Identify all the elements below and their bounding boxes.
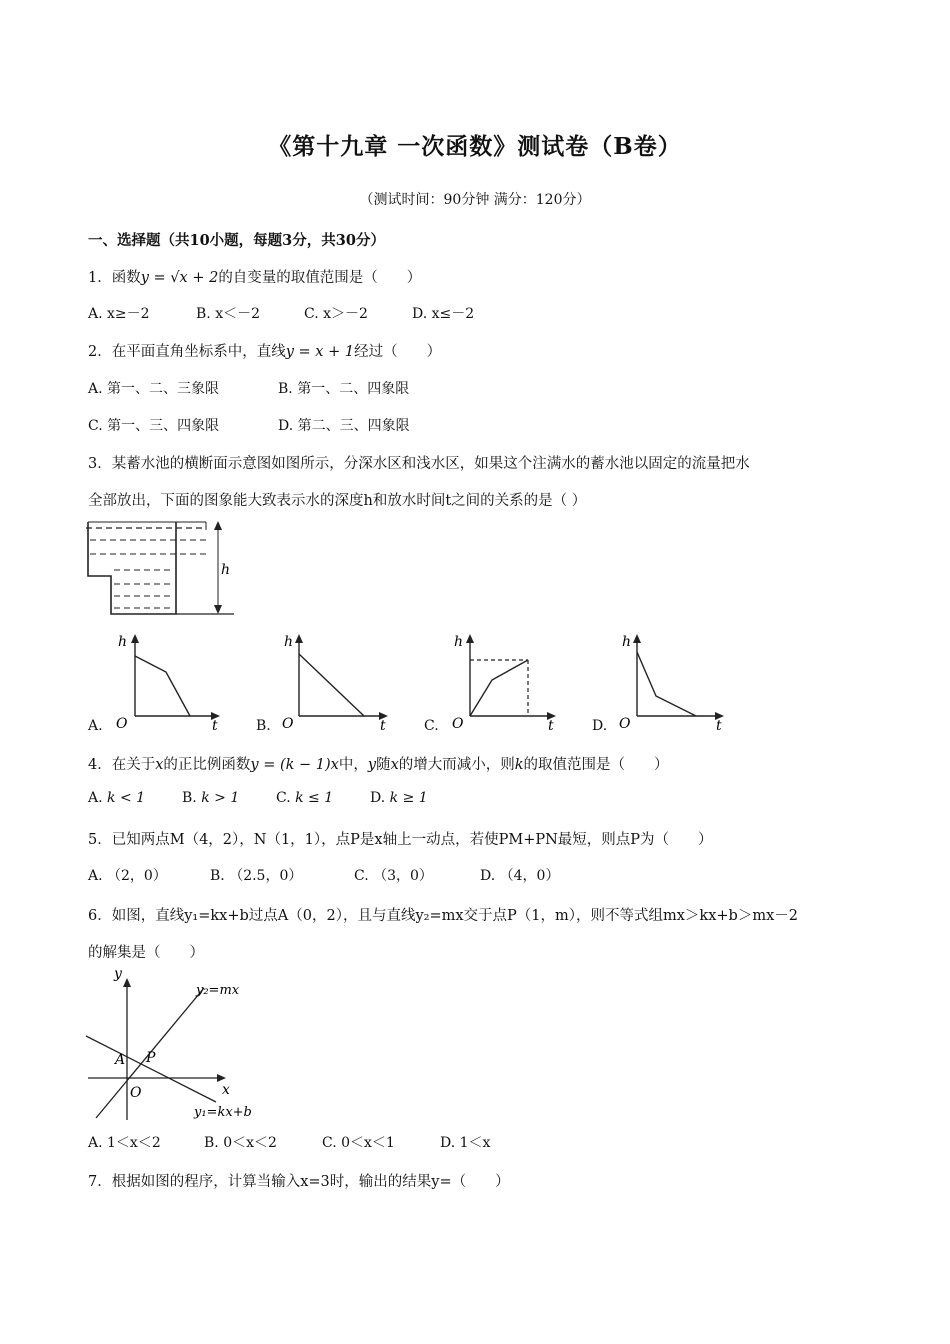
question-4-option-a-expr: k < 1 xyxy=(107,790,146,806)
question-6-line-1: 6．如图，直线y₁=kx+b过点A（0，2），且与直线y₂=mx交于点P（1，m），则不等式组mx＞kx+b＞mx－2 xyxy=(88,908,798,924)
line-y2-label: y₂=mx xyxy=(196,983,240,998)
question-4-option-c-expr: k ≤ 1 xyxy=(295,790,334,806)
question-4-option-b[interactable] xyxy=(182,790,239,806)
question-1 xyxy=(88,266,421,287)
question-4-text-3: 中， xyxy=(338,757,368,773)
question-4-option-c-letter: C. xyxy=(276,790,291,806)
question-6-option-a[interactable]: A. 1＜x＜2 xyxy=(88,1135,161,1151)
question-4-var-k: k xyxy=(514,757,524,773)
graph-b-origin-label: O xyxy=(282,716,294,732)
question-4-text-4: 随 xyxy=(376,757,391,773)
linear-functions-figure xyxy=(84,966,260,1124)
point-p-label: P xyxy=(146,1050,156,1066)
question-3-line-2: 全部放出，下面的图象能大致表示水的深度h和放水时间t之间的关系的是（ ） xyxy=(88,493,587,509)
question-2-option-b[interactable]: B. 第一、二、四象限 xyxy=(278,381,410,397)
question-6-option-d[interactable]: D. 1＜x xyxy=(440,1135,491,1151)
depth-label: h xyxy=(221,562,231,578)
graph-d[interactable] xyxy=(612,630,732,734)
question-2-option-d[interactable]: D. 第二、三、四象限 xyxy=(278,418,410,434)
question-7: 7．根据如图的程序，计算当输入x=3时，输出的结果y=（ ） xyxy=(88,1174,510,1190)
reservoir-cross-section-figure xyxy=(86,518,238,618)
graph-c-h-label: h xyxy=(454,634,464,650)
question-4-text-2: 的正比例函数 xyxy=(163,757,251,773)
question-2 xyxy=(88,340,441,361)
question-4-text-6: 的取值范围是（ ） xyxy=(523,757,669,773)
question-4-option-a[interactable] xyxy=(88,790,145,806)
point-a-label: A xyxy=(115,1052,126,1068)
graph-b[interactable] xyxy=(276,630,396,734)
question-2-formula: y = x + 1 xyxy=(285,344,355,360)
question-5-option-a[interactable]: A. （2，0） xyxy=(88,868,167,884)
question-4-option-d-letter: D. xyxy=(370,790,386,806)
question-2-option-a[interactable]: A. 第一、二、三象限 xyxy=(88,381,220,397)
question-1-option-d[interactable]: D. x≤－2 xyxy=(412,306,475,322)
question-5: 5．已知两点M（4，2），N（1，1），点P是x轴上一动点，若使PM+PN最短，则点P为（ ） xyxy=(88,832,713,848)
graph-d-t-label: t xyxy=(716,718,722,734)
question-1-option-c[interactable]: C. x＞－2 xyxy=(304,306,368,322)
fig-origin-label: O xyxy=(130,1085,142,1101)
question-1-formula: y = √x + 2 xyxy=(140,270,219,286)
question-1-prefix: 1．函数 xyxy=(88,270,141,286)
question-2-prefix: 2．在平面直角坐标系中，直线 xyxy=(88,344,286,360)
question-3-line-1: 3．某蓄水池的横断面示意图如图所示，分深水区和浅水区，如果这个注满水的蓄水池以固定的流量把水 xyxy=(88,456,750,472)
fig-x-axis-label: x xyxy=(222,1082,230,1098)
question-4-option-b-letter: B. xyxy=(182,790,197,806)
question-4-option-c[interactable] xyxy=(276,790,333,806)
fig-y-axis-label: y xyxy=(114,966,122,982)
question-4-text-5: 的增大而减小，则 xyxy=(398,757,515,773)
question-5-option-b[interactable]: B. （2.5，0） xyxy=(210,868,303,884)
section-heading: 一、选择题（共10小题，每题3分，共30分） xyxy=(88,232,385,249)
question-4 xyxy=(88,753,669,774)
graph-d-origin-label: O xyxy=(619,716,631,732)
line-y1-label: y₁=kx+b xyxy=(194,1105,252,1120)
question-4-var-x-2: x xyxy=(390,757,399,773)
graph-b-t-label: t xyxy=(380,718,386,734)
question-4-option-a-letter: A. xyxy=(88,790,103,806)
graph-a-origin-label: O xyxy=(116,716,128,732)
test-info: （测试时间：90分钟 满分：120分） xyxy=(359,192,591,208)
graph-c-origin-label: O xyxy=(452,716,464,732)
question-1-option-a[interactable]: A. x≥－2 xyxy=(88,306,150,322)
graph-a-t-label: t xyxy=(212,718,218,734)
question-6-line-2: 的解集是（ ） xyxy=(88,945,204,961)
graph-a-h-label: h xyxy=(118,634,128,650)
question-2-stem: 经过（ ） xyxy=(354,344,442,360)
question-5-option-c[interactable]: C. （3，0） xyxy=(354,868,433,884)
question-1-option-b[interactable]: B. x＜－2 xyxy=(196,306,260,322)
question-4-var-y: y xyxy=(367,757,377,773)
graph-c[interactable] xyxy=(444,630,564,734)
question-2-option-c[interactable]: C. 第一、三、四象限 xyxy=(88,418,220,434)
question-4-option-d-expr: k ≥ 1 xyxy=(389,790,428,806)
question-4-option-d[interactable] xyxy=(370,790,428,806)
question-4-text-1: 4．在关于 xyxy=(88,757,156,773)
question-6-option-c[interactable]: C. 0＜x＜1 xyxy=(322,1135,395,1151)
question-4-option-b-expr: k > 1 xyxy=(201,790,240,806)
question-3-option-c[interactable]: C. xyxy=(424,718,439,734)
question-6-option-b[interactable]: B. 0＜x＜2 xyxy=(204,1135,277,1151)
question-3-option-b[interactable]: B. xyxy=(256,718,271,734)
graph-a[interactable] xyxy=(108,630,228,734)
question-3-option-d[interactable]: D. xyxy=(592,718,608,734)
question-1-stem: 的自变量的取值范围是（ ） xyxy=(218,270,422,286)
graph-c-t-label: t xyxy=(548,718,554,734)
question-4-formula: y = (k − 1)x xyxy=(250,757,339,773)
question-4-var-x: x xyxy=(155,757,164,773)
page-title: 《第十九章 一次函数》测试卷（B卷） xyxy=(268,133,682,160)
graph-d-h-label: h xyxy=(622,634,632,650)
question-3-option-a[interactable]: A. xyxy=(88,718,103,734)
graph-b-h-label: h xyxy=(284,634,294,650)
question-5-option-d[interactable]: D. （4，0） xyxy=(480,868,560,884)
